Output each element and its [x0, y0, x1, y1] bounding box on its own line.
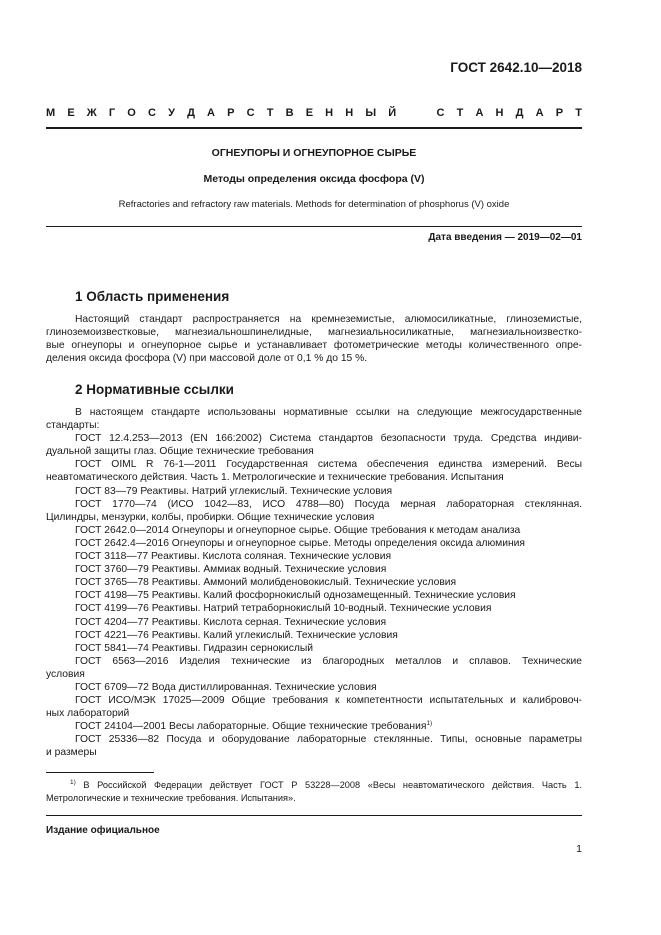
banner-letter: Д	[187, 107, 195, 119]
reference-line	[46, 589, 582, 602]
interstate-standard-banner	[46, 107, 582, 119]
banner-letter: Й	[388, 107, 397, 119]
reference-text: ГОСТ 4199—76 Реактивы. Натрий тетраборнокислый 10-водный. Технические условия	[75, 603, 492, 615]
reference-line	[46, 458, 582, 471]
reference-text: ГОСТ 5841—74 Реактивы. Гидразин сернокислый	[75, 642, 314, 654]
section-1-text	[46, 313, 582, 365]
banner-letter: Е	[67, 107, 75, 119]
reference-text: ГОСТ 3118—77 Реактивы. Кислота соляная. Технические условия	[75, 551, 392, 563]
reference-line	[46, 602, 582, 615]
reference-text: ГОСТ 25336—82 Посуда и оборудование лабораторные стеклянные. Типы, основные параметры	[75, 734, 582, 746]
banner-letter: Т	[575, 107, 582, 119]
reference-text: ГОСТ 2642.0—2014 Огнеупоры и огнеупорное сырье. Общие требования к методам анализа	[75, 524, 521, 536]
reference-line	[46, 485, 582, 498]
banner-letter: Д	[515, 107, 524, 119]
reference-text: ГОСТ 1770—74 (ИСО 1042—83, ИСО 4788—80) Посуда мерная лабораторная стеклянная.	[75, 498, 582, 510]
reference-line	[46, 563, 582, 576]
reference-text: ГОСТ 4221—76 Реактивы. Калий углекислый. Технические условия	[75, 629, 398, 641]
reference-line	[46, 681, 582, 694]
text-line: глиноземоизвестковые, магнезиальношпинелидные, магнезиальносиликатные, магнезиальноизвестко-	[46, 327, 582, 339]
text-line: деления оксида фосфора (V) при массовой доле от 0,1 % до 15 %.	[46, 353, 368, 365]
reference-text: ГОСТ 2642.4—2016 Огнеупоры и огнеупорное сырье. Методы определения оксида алюминия	[75, 537, 525, 549]
title-main: ОГНЕУПОРЫ И ОГНЕУПОРНОЕ СЫРЬЕ	[211, 147, 417, 159]
footnote-mark: 1)	[426, 720, 433, 728]
section-1-heading: 1 Область применения	[75, 289, 230, 304]
banner-letter: А	[207, 107, 215, 119]
reference-line	[46, 616, 582, 629]
text-line: В настоящем стандарте использованы нормативные ссылки на следующие межгосударственные	[75, 407, 582, 418]
banner-letter: А	[535, 107, 544, 119]
document-number: ГОСТ 2642.10—2018	[450, 60, 582, 75]
banner-letter: Н	[495, 107, 504, 119]
reference-line	[46, 668, 582, 681]
reference-line	[46, 498, 582, 511]
reference-line	[46, 707, 582, 720]
reference-line	[46, 629, 582, 642]
banner-letter: Р	[227, 107, 235, 119]
reference-text: ных лабораторий	[46, 708, 130, 720]
banner-letter: С	[436, 107, 445, 119]
banner-letter: С	[246, 107, 255, 119]
title-rule	[46, 226, 582, 227]
reference-text: ГОСТ 6563—2016 Изделия технические из благородных металлов и сплавов. Технические	[75, 655, 582, 667]
banner-letter: А	[475, 107, 484, 119]
reference-line	[46, 550, 582, 563]
banner-letter: Г	[108, 107, 116, 119]
footnote-mark: 1)	[70, 779, 76, 786]
footer-rule	[46, 815, 582, 816]
official-edition-label: Издание официальное	[46, 825, 160, 836]
text-line: стандарты:	[46, 420, 100, 432]
reference-line	[46, 746, 582, 759]
reference-text: неавтоматического действия. Часть 1. Метрологические и технические требования. Испытания	[46, 472, 504, 484]
banner-letter: Р	[555, 107, 564, 119]
banner-letter: Ы	[365, 107, 377, 119]
introduction-date: Дата введения — 2019—02—01	[428, 232, 582, 243]
reference-text: ГОСТ 4198—75 Реактивы. Калий фосфорнокислый однозамещенный. Технические условия	[75, 590, 516, 602]
footnote	[46, 779, 582, 804]
banner-letter: Т	[456, 107, 464, 119]
reference-line	[46, 432, 582, 445]
reference-text: ГОСТ 3760—79 Реактивы. Аммиак водный. Технические условия	[75, 564, 387, 576]
reference-line	[46, 720, 582, 733]
reference-line	[46, 511, 582, 524]
reference-text: ГОСТ OIML R 76-1—2011 Государственная система обеспечения единства измерений. Весы	[75, 459, 582, 471]
banner-letter	[408, 107, 424, 119]
reference-line	[46, 642, 582, 655]
footnote-text-line: В Российской Федерации действует ГОСТ Р 53228—2008 «Весы неавтоматического действия. Часть 1.	[83, 780, 582, 790]
title-english: Refractories and refractory raw materials. Methods for determination of phosphorus (V) oxide	[118, 199, 510, 210]
page-number: 1	[576, 843, 582, 855]
reference-line	[46, 471, 582, 484]
normative-references-list	[46, 406, 582, 760]
reference-text: Цилиндры, мензурки, колбы, пробирки. Общие технические условия	[46, 511, 375, 523]
banner-letter: У	[168, 107, 175, 119]
reference-text: условия	[46, 668, 85, 680]
reference-text: дуальной защиты глаз. Общие технические требования	[46, 446, 314, 458]
footnote-rule	[46, 772, 154, 773]
reference-line	[46, 655, 582, 668]
banner-letter: В	[285, 107, 294, 119]
banner-letter: М	[46, 107, 56, 119]
reference-line	[46, 537, 582, 550]
reference-text: ГОСТ ИСО/МЭК 17025—2009 Общие требования к компетентности испытательных и калибровоч-	[75, 695, 582, 707]
banner-letter: О	[127, 107, 136, 119]
banner-letter: Е	[305, 107, 314, 119]
reference-text: ГОСТ 6709—72 Вода дистиллированная. Технические условия	[75, 681, 377, 693]
reference-text: ГОСТ 24104—2001 Весы лабораторные. Общие технические требования	[75, 721, 427, 733]
section-2-heading: 2 Нормативные ссылки	[75, 382, 234, 397]
reference-line	[46, 576, 582, 589]
banner-letter: Н	[325, 107, 334, 119]
reference-line	[46, 694, 582, 707]
reference-text: ГОСТ 12.4.253—2013 (EN 166:2002) Система стандартов безопасности труда. Средства индиви-	[75, 433, 582, 445]
banner-letter: Т	[266, 107, 274, 119]
footnote-text-line: Метрологические и технические требования. Испытания».	[46, 792, 296, 803]
text-line: вые огнеупоры и огнеупорное сырье и устанавливает фотометрические методы количественного опре-	[46, 340, 582, 352]
reference-line	[46, 524, 582, 537]
header-rule	[46, 127, 582, 129]
reference-text: и размеры	[46, 747, 97, 759]
reference-line	[46, 733, 582, 746]
reference-line	[46, 445, 582, 458]
banner-letter: Ж	[86, 107, 97, 119]
reference-text: ГОСТ 4204—77 Реактивы. Кислота серная. Технические условия	[75, 616, 387, 628]
title-sub: Методы определения оксида фосфора (V)	[203, 173, 425, 185]
text-line: Настоящий стандарт распространяется на кремнеземистые, алюмосиликатные, глиноземистые,	[75, 314, 582, 325]
banner-letter: С	[147, 107, 156, 119]
reference-text: ГОСТ 3765—78 Реактивы. Аммоний молибденовокислый. Технические условия	[75, 577, 457, 589]
reference-text: ГОСТ 83—79 Реактивы. Натрий углекислый. Технические условия	[75, 485, 393, 497]
banner-letter: Н	[345, 107, 354, 119]
